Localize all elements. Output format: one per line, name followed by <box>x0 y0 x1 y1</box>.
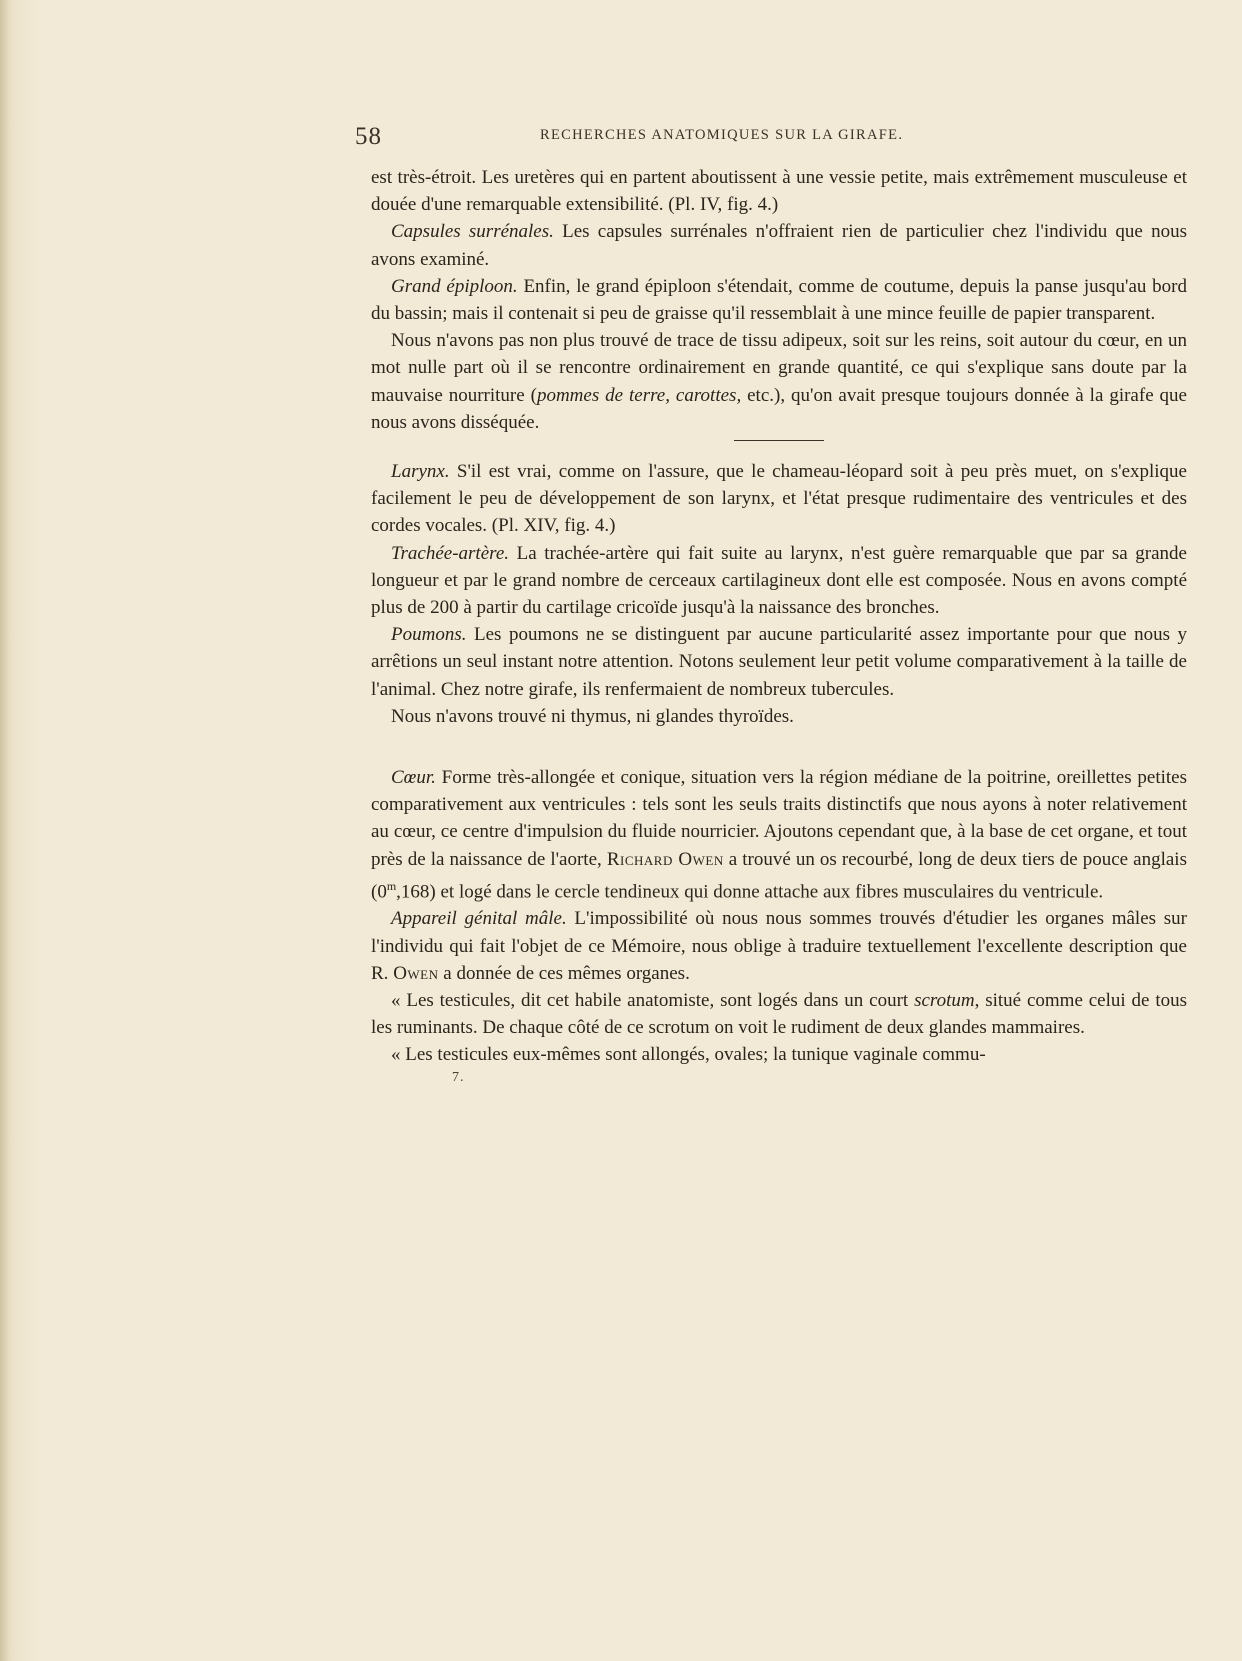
page-number: 58 <box>355 123 382 150</box>
paragraph-text: Les poumons ne se distinguent par aucune particularité assez importante pour que nous y arrêtions un seul instant notre attention. Notons seulement leur petit volume comparativement à la taille de l'animal. Chez notre girafe, ils renfermaient de nombreux tubercules. <box>371 624 1187 700</box>
italic-text: pommes de terre, carottes, <box>536 384 742 406</box>
author-name: Richard Owen <box>606 848 724 870</box>
running-title: RECHERCHES ANATOMIQUES SUR LA GIRAFE. <box>540 127 904 143</box>
unit-superscript: m <box>386 878 397 893</box>
paragraph-heart <box>371 764 1187 905</box>
paragraph-lungs <box>371 621 1187 703</box>
section-heading: Cœur. <box>391 767 436 789</box>
paragraph-trachea <box>371 540 1187 622</box>
paragraph-quote-testicles <box>371 987 1187 1041</box>
paragraph-text: Enfin, le grand épiploon s'étendait, comme de coutume, depuis la panse jusqu'au bord du bassin; mais il contenait si peu de graisse qu'il ressemblait à une mince feuille de papier transparent. <box>371 275 1188 325</box>
paragraph-text: « Les testicules, dit cet habile anatomiste, sont logés dans un court <box>391 990 915 1012</box>
section-heading: Trachée-artère. <box>391 542 510 564</box>
paragraph-adipose <box>371 327 1187 436</box>
paragraph-text: « Les testicules eux-mêmes sont allongés, ovales; la tunique vaginale commu- <box>391 1044 986 1066</box>
section-gap <box>371 730 1187 747</box>
section-heading: Larynx. <box>391 461 450 483</box>
paragraph-quote-continued <box>371 1041 1187 1068</box>
paragraph-text: a trouvé un os recourbé, long de deux tiers de pouce anglais (0 <box>371 848 1187 903</box>
paragraph-text: Les capsules surrénales n'offraient rien de particulier chez l'individu que nous avons examiné. <box>371 221 1187 270</box>
paragraph-text: Nous n'avons pas non plus trouvé de trace de tissu adipeux, soit sur les reins, soit autour du cœur, en un mot nulle part où il se rencontre ordinairement en grande quantité, ce qui s'explique sans doute par la mauvaise nourriture ( <box>371 330 1187 406</box>
paragraph-larynx <box>371 458 1187 540</box>
paragraph-text: L'impossibilité où nous nous sommes trouvés d'étudier les organes mâles sur l'individu qui fait l'objet de ce Mémoire, nous oblige à traduire textuellement l'excellente description que R. <box>371 908 1187 984</box>
paragraph-thymus <box>371 703 1187 730</box>
paragraph-text: ,168) et logé dans le cercle tendineux qui donne attache aux fibres musculaires du ventricule. <box>396 881 1104 903</box>
section-heading: Poumons. <box>391 624 467 646</box>
body-text <box>371 164 1187 1086</box>
paragraph-text: S'il est vrai, comme on l'assure, que le chameau-léopard soit à peu près muet, on s'explique facilement le peu de développement de son larynx, et l'état presque rudimentaire des ventricules et des cordes vocales. (Pl. XIV, fig. 4.) <box>371 461 1187 537</box>
paragraph-genital <box>371 905 1187 987</box>
paragraph-ureters <box>371 164 1187 218</box>
section-gap <box>371 747 1187 764</box>
italic-text: scrotum <box>914 990 975 1012</box>
section-heading: Grand épiploon. <box>391 275 518 297</box>
section-heading: Capsules surrénales. <box>391 221 554 243</box>
paragraph-text: est très-étroit. Les uretères qui en partent aboutissent à une vessie petite, mais extrêmement musculeuse et douée d'une remarquable extensibilité. (Pl. IV, fig. 4.) <box>371 167 1187 216</box>
paragraph-epiploon <box>371 273 1187 327</box>
section-gap <box>371 441 1187 458</box>
paragraph-text: , situé comme celui de tous les ruminants. De chaque côté de ce scrotum on voit le rudiment de deux glandes mammaires. <box>371 990 1187 1039</box>
paragraph-text: a donnée de ces mêmes organes. <box>438 962 690 984</box>
section-heading: Appareil génital mâle. <box>391 908 567 930</box>
paragraph-text: Forme très-allongée et conique, situation vers la région médiane de la poitrine, oreillettes petites comparativement aux ventricules : tels sont les seuls traits distinctifs que nous ayons à noter relativement au cœur, ce centre d'impulsion du fluide nourricier. Ajoutons cependant que, à la base de cet organe, et tout près de la naissance de l'aorte, <box>371 767 1187 870</box>
paragraph-capsules <box>371 218 1187 272</box>
paragraph-text: Nous n'avons trouvé ni thymus, ni glandes thyroïdes. <box>391 705 794 727</box>
paragraph-text: La trachée-artère qui fait suite au larynx, n'est guère remarquable que par sa grande longueur et par le grand nombre de cerceaux cartilagineux dont elle est composée. Nous en avons compté plus de 200 à partir du cartilage cricoïde jusqu'à la naissance des bronches. <box>371 542 1187 619</box>
paragraph-text: etc.), qu'on avait presque toujours donnée à la girafe que nous avons disséquée. <box>371 384 1187 433</box>
author-name: Owen <box>393 962 439 984</box>
page-binding-edge <box>0 0 9 1661</box>
signature-mark: 7. <box>452 1069 465 1085</box>
page-header <box>355 123 995 150</box>
